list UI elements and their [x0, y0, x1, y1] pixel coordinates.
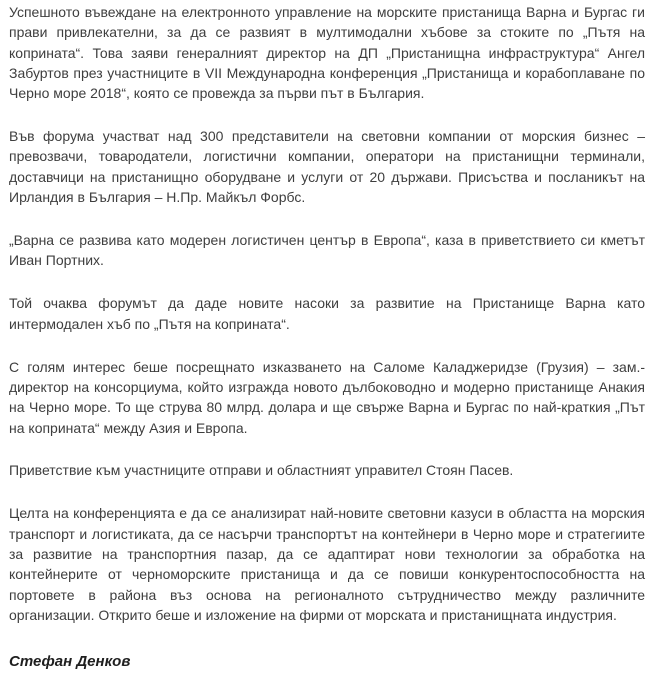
paragraph-conference-goals: Целта на конференцията е да се анализират най-новите световни казуси в областта на морския транспорт и логистиката, да се насърчи транспортът на контейнери в Черно море и стратегиите за развитие на транспортния пазар, да се адаптират нови технологии за обработка на контейнерите от черноморските пристанища и да се повиши конкурентоспособността на портовете в района въз основа на регионалното сътрудничество между различните организации. Открито беше и изложение на фирми от морската и пристанищната индустрия.: [9, 505, 645, 623]
paragraph-mayor-expectations: Той очаква форумът да даде новите насоки за развитие на Пристанище Варна като интермодален хъб по „Пътя на коприната“.: [9, 295, 645, 332]
paragraph-georgia-speech: С голям интерес беше посрещнато изказването на Саломе Каладжеридзе (Грузия) – зам.-директор на консорциума, който изгражда новото дълбоководно и модерно пристанище Анакия на Черно море. То ще струва 80 млрд. долара и ще свърже Варна и Бургас по най-краткия „Път на коприната“ между Азия и Европа.: [9, 358, 645, 436]
paragraph-mayor-quote: „Варна се развива като модерен логистичен център в Европа“, каза в приветствието си кметът Иван Портних.: [9, 232, 645, 269]
paragraph-forum-participants: Във форума участват над 300 представители на световни компании от морския бизнес – превозвачи, товародатели, логистични компании, оператори на пристанищни терминали, доставчици на пристанищно оборудване и услуги от 20 държави. Присъства и посланикът на Ирландия в България – Н.Пр. Майкъл Форбс.: [9, 128, 645, 206]
author-signature: Стефан Денков: [9, 653, 131, 671]
paragraph-governor-greeting: Приветствие към участниците отправи и областният управител Стоян Пасев.: [9, 462, 514, 479]
paragraph-intro: Успешното въвеждане на електронното управление на морските пристанища Варна и Бургас ги прави привлекателни, за да се развият в мултимодални хъбове за стоките по „Пътя на коприната“. Това заяви генералният директор на ДП „Пристанищна инфраструктура“ Ангел Забуртов през участниците в VII Международна конференция „Пристанища и корабоплаване по Черно море 2018“, която се провежда за първи път в България.: [9, 4, 645, 102]
